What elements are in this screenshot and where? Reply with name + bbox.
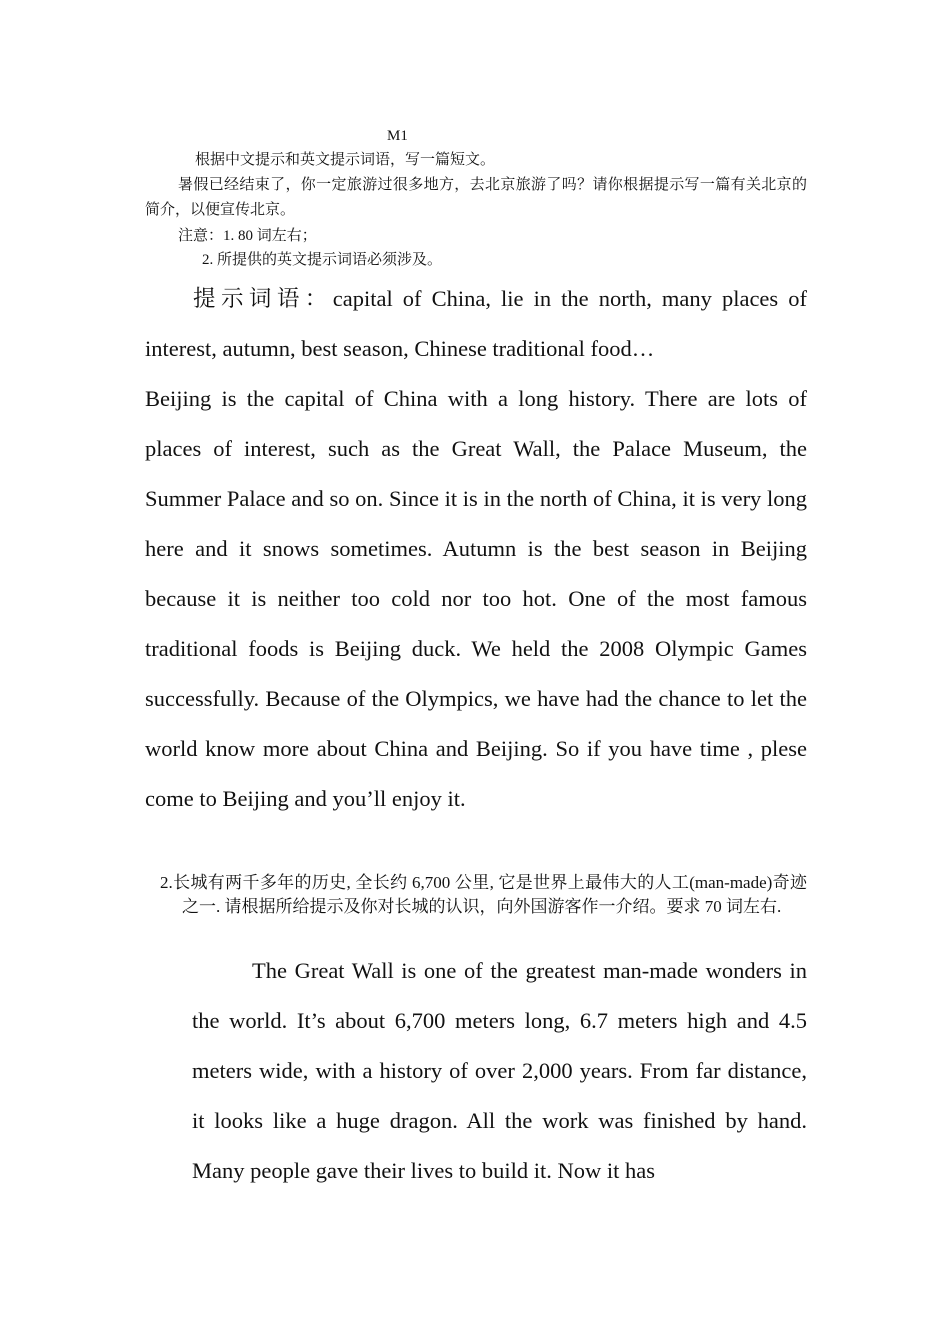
instruction-text: 根据中文提示和英文提示词语，写一篇短文。 xyxy=(195,152,496,168)
keywords-list: capital of China, lie in the north, many places of interest, autumn, best season, Chinese traditional food… xyxy=(145,286,807,361)
great-wall-essay: The Great Wall is one of the greatest man-made wonders in the world. It’s about 6,700 meters long, 6.7 meters high and 4.5 meters wide, with a history of over 2,000 years. From far distance, it looks like a huge dragon. All the work was finished by hand. Many people gave their lives to build it. Now it has xyxy=(192,958,807,1183)
keywords-label: 提示词语： xyxy=(193,286,333,311)
note-keywords-required: 2. 所提供的英文提示词语必须涉及。 xyxy=(202,252,443,268)
question-2-prompt: 长城有两千多年的历史, 全长约 6,700 公里, 它是世界上最伟大的人工(man-made)奇迹之一. 请根据所给提示及你对长城的认识，向外国游客作一介绍。要求 70 词左右. xyxy=(172,873,807,916)
question-2-number: 2. xyxy=(160,873,173,892)
writing-prompt: 暑假已经结束了，你一定旅游过很多地方，去北京旅游了吗？请你根据提示写一篇有关北京的简介，以便宣传北京。 xyxy=(145,177,807,218)
question-2-text xyxy=(145,871,807,919)
section-title: M1 xyxy=(387,128,408,144)
beijing-essay: Beijing is the capital of China with a long history. There are lots of places of interest, such as the Great Wall, the Palace Museum, the Summer Palace and so on. Since it is in the north of China, it is very long here and it snows sometimes. Autumn is the best season in Beijing because it is neither too cold nor too hot. One of the most famous traditional foods is Beijing duck. We held the 2008 Olympic Games successfully. Because of the Olympics, we have had the chance to let the world know more about China and Beijing. So if you have time , plese come to Beijing and you’ll enjoy it. xyxy=(145,386,807,811)
keywords-paragraph xyxy=(145,274,807,374)
note-word-count: 注意：1. 80 词左右； xyxy=(178,228,317,244)
question-2 xyxy=(145,871,807,919)
